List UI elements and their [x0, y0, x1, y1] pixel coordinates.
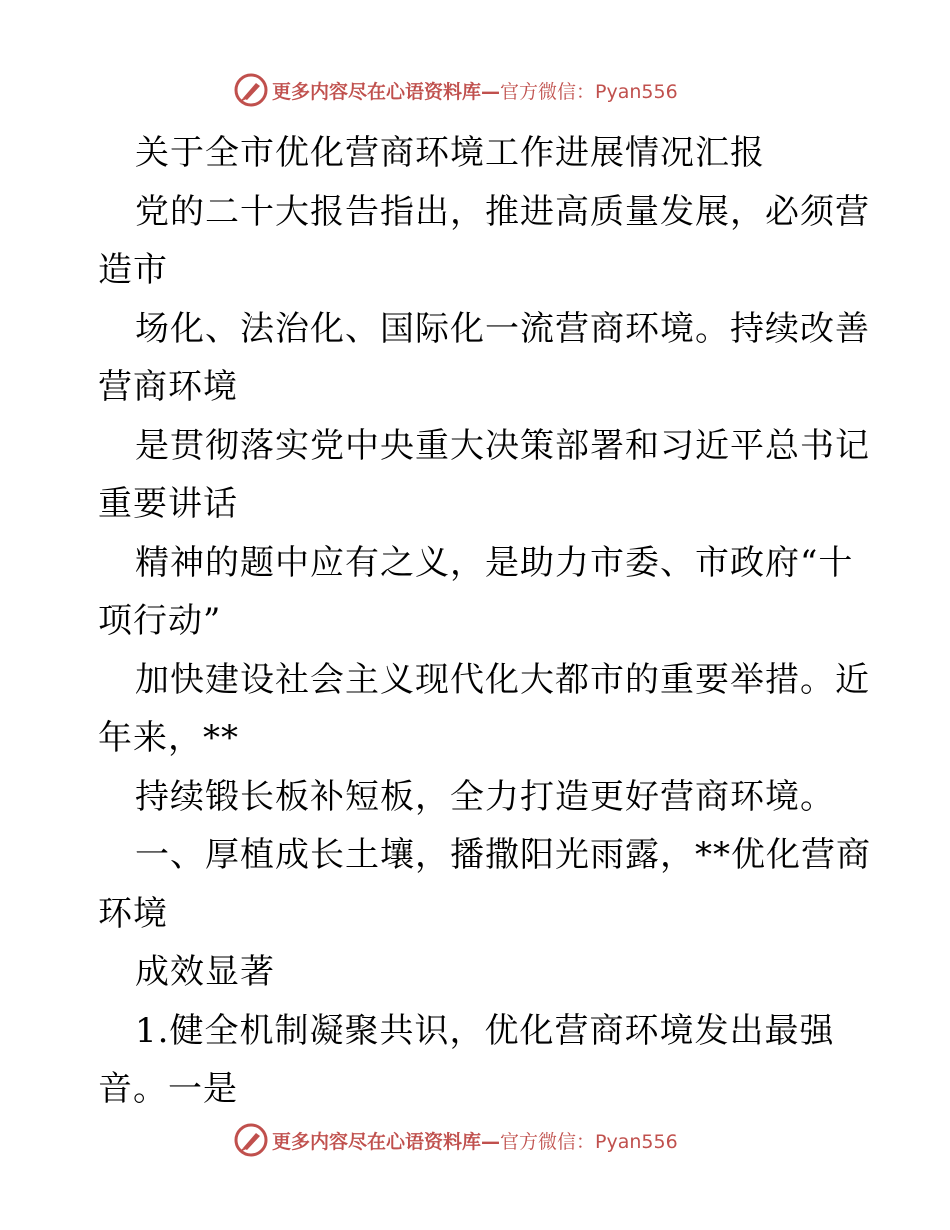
header-watermark — [234, 72, 678, 108]
watermark-contact-text: 官方微信：Pyan556 — [500, 1130, 678, 1153]
document-line: 项行动” — [98, 601, 222, 641]
document-line: 成效显著 — [135, 952, 275, 992]
document-line: 年来，** — [98, 718, 239, 758]
document-line: 持续锻长板补短板，全力打造更好营商环境。 — [135, 776, 835, 817]
document-line: 精神的题中应有之义，是助力市委、市政府“十 — [135, 542, 854, 583]
document-line: 重要讲话 — [98, 484, 238, 524]
document-line: 1.健全机制凝聚共识，优化营商环境发出最强 — [135, 1010, 835, 1051]
document-body — [98, 124, 871, 1119]
document-line: 关于全市优化营商环境工作进展情况汇报 — [135, 133, 765, 173]
document-line: 加快建设社会主义现代化大都市的重要举措。近 — [135, 659, 870, 700]
document-line: 营商环境 — [98, 367, 238, 407]
document-line: 音。一是 — [98, 1069, 238, 1109]
document-line: 是贯彻落实党中央重大决策部署和习近平总书记 — [135, 425, 870, 466]
document-line: 造市 — [98, 250, 168, 290]
quill-seal-icon — [234, 1123, 268, 1157]
watermark-brand-text: 更多内容尽在心语资料库— — [272, 1130, 501, 1153]
document-line: 环境 — [98, 893, 168, 934]
document-line: 场化、法治化、国际化一流营商环境。持续改善 — [135, 308, 870, 349]
quill-seal-icon — [234, 73, 268, 107]
footer-watermark — [234, 1122, 678, 1158]
document-line: 党的二十大报告指出，推进高质量发展，必须营 — [135, 191, 870, 232]
watermark-contact-text: 官方微信：Pyan556 — [500, 80, 678, 103]
document-line: 一、厚植成长土壤，播撒阳光雨露，**优化营商 — [135, 835, 871, 875]
watermark-brand-text: 更多内容尽在心语资料库— — [272, 80, 501, 103]
